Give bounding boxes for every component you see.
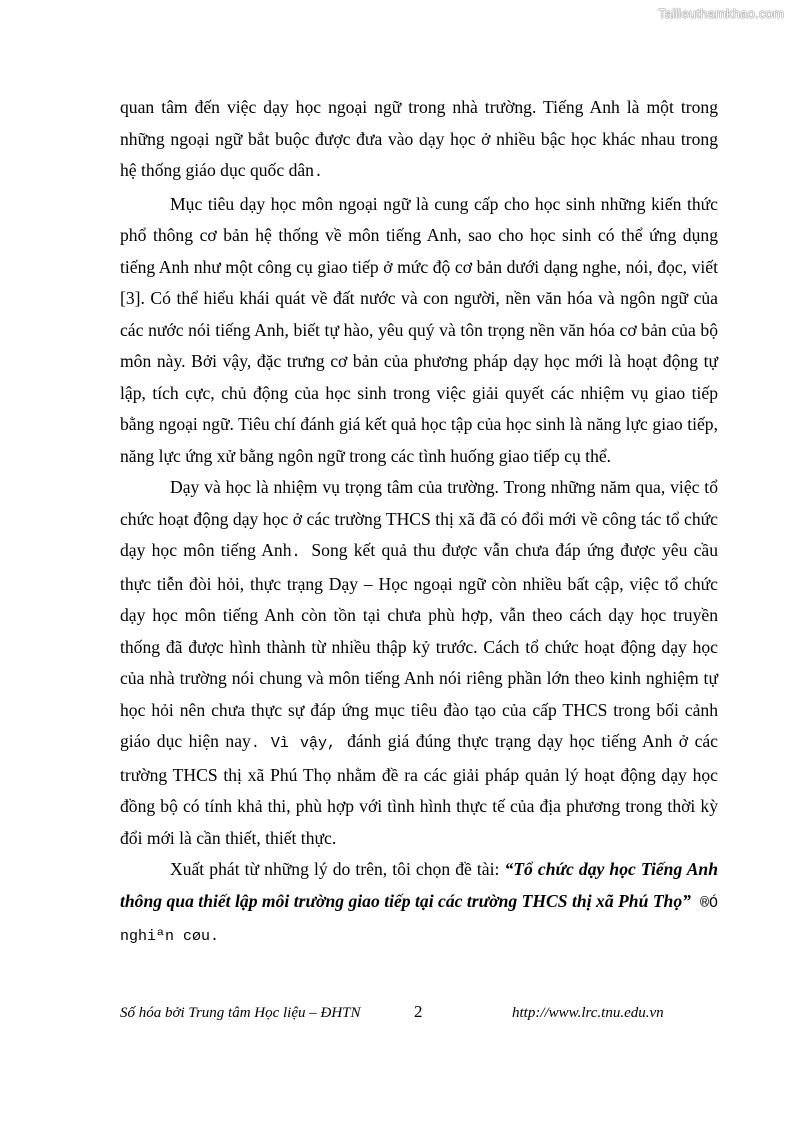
thesis-title: “Tổ chức dạy học Tiếng Anh thông qua thiết lập môi trường giao tiếp tại các trường THCS thị xã Phú Thọ” (120, 859, 718, 911)
paragraph-1-period: . (313, 164, 323, 181)
paragraph-1-text: quan tâm đến việc dạy học ngoại ngữ trong nhà trường. Tiếng Anh là một trong những ngoại ngữ bắt buộc được đưa vào dạy học ở nhiều bậc học khác nhau trong hệ thống giáo dục quốc dân (120, 97, 718, 180)
paragraph-3-part-b: . (291, 544, 312, 561)
document-body (120, 92, 718, 953)
watermark: Tailieuthamkhao.com (658, 6, 784, 21)
paragraph-4 (120, 854, 718, 953)
paragraph-4-ending: ®Ó nghiªn cøu. (120, 894, 718, 945)
paragraph-3 (120, 472, 718, 854)
paragraph-3-part-c: Song kết quả thu được vẫn chưa đáp ứng được yêu cầu thực tiễn đòi hỏi, thực trạng Dạy – Học ngoại ngữ còn nhiều bất cập, việc tổ chức dạy học môn tiếng Anh còn tồn tại chưa phù hợp, vẫn theo cách dạy học truyền thống đã được hình thành từ nhiều thập kỷ trước. Cách tổ chức hoạt động dạy học của nhà trường nói chung và môn tiếng Anh nói riêng phần lớn theo kinh nghiệm tự học hỏi nên chưa thực sự đáp ứng mục tiêu đào tạo của cấp THCS trong bối cảnh giáo dục hiện nay (120, 540, 719, 751)
paragraph-4-intro: Xuất phát từ những lý do trên, tôi chọn đề tài: (170, 859, 505, 879)
page-number: 2 (414, 1002, 423, 1021)
paragraph-1 (120, 92, 718, 189)
paragraph-3-part-d: . Vì vậy, (250, 735, 348, 752)
paragraph-3-part-e: đánh giá đúng thực trạng dạy học tiếng Anh ở các trường THCS thị xã Phú Thọ nhằm đề ra các giải pháp quản lý hoạt động dạy học đồng bộ có tính khả thi, phù hợp với tình hình thực tế của địa phương trong thời kỳ đổi mới là cần thiết, thiết thực. (120, 731, 718, 848)
page-footer (120, 1002, 720, 1026)
footer-source: Số hóa bởi Trung tâm Học liệu – ĐHTN (120, 1005, 361, 1021)
paragraph-3-part-a: Dạy và học là nhiệm vụ trọng tâm của trường. Trong những năm qua, việc tổ chức hoạt động dạy học ở các trường THCS thị xã đã có đổi mới về công tác tổ chức dạy học môn tiếng Anh (120, 477, 718, 560)
paragraph-2: Mục tiêu dạy học môn ngoại ngữ là cung cấp cho học sinh những kiến thức phổ thông cơ bản hệ thống về môn tiếng Anh, sao cho học sinh có thể ứng dụng tiếng Anh như một công cụ giao tiếp ở mức độ cơ bản dưới dạng nghe, nói, đọc, viết [3]. Có thể hiểu khái quát về đất nước và con người, nền văn hóa và ngôn ngữ của các nước nói tiếng Anh, biết tự hào, yêu quý và tôn trọng nền văn hóa cơ bản của bộ môn này. Bởi vậy, đặc trưng cơ bản của phương pháp dạy học mới là hoạt động tự lập, tích cực, chủ động của học sinh trong việc giải quyết các nhiệm vụ giao tiếp bằng ngoại ngữ. Tiêu chí đánh giá kết quả học tập của học sinh là năng lực giao tiếp, năng lực ứng xử bằng ngôn ngữ trong các tình huống giao tiếp cụ thể. (120, 193, 718, 466)
footer-url: http://www.lrc.tnu.edu.vn (512, 1005, 664, 1021)
